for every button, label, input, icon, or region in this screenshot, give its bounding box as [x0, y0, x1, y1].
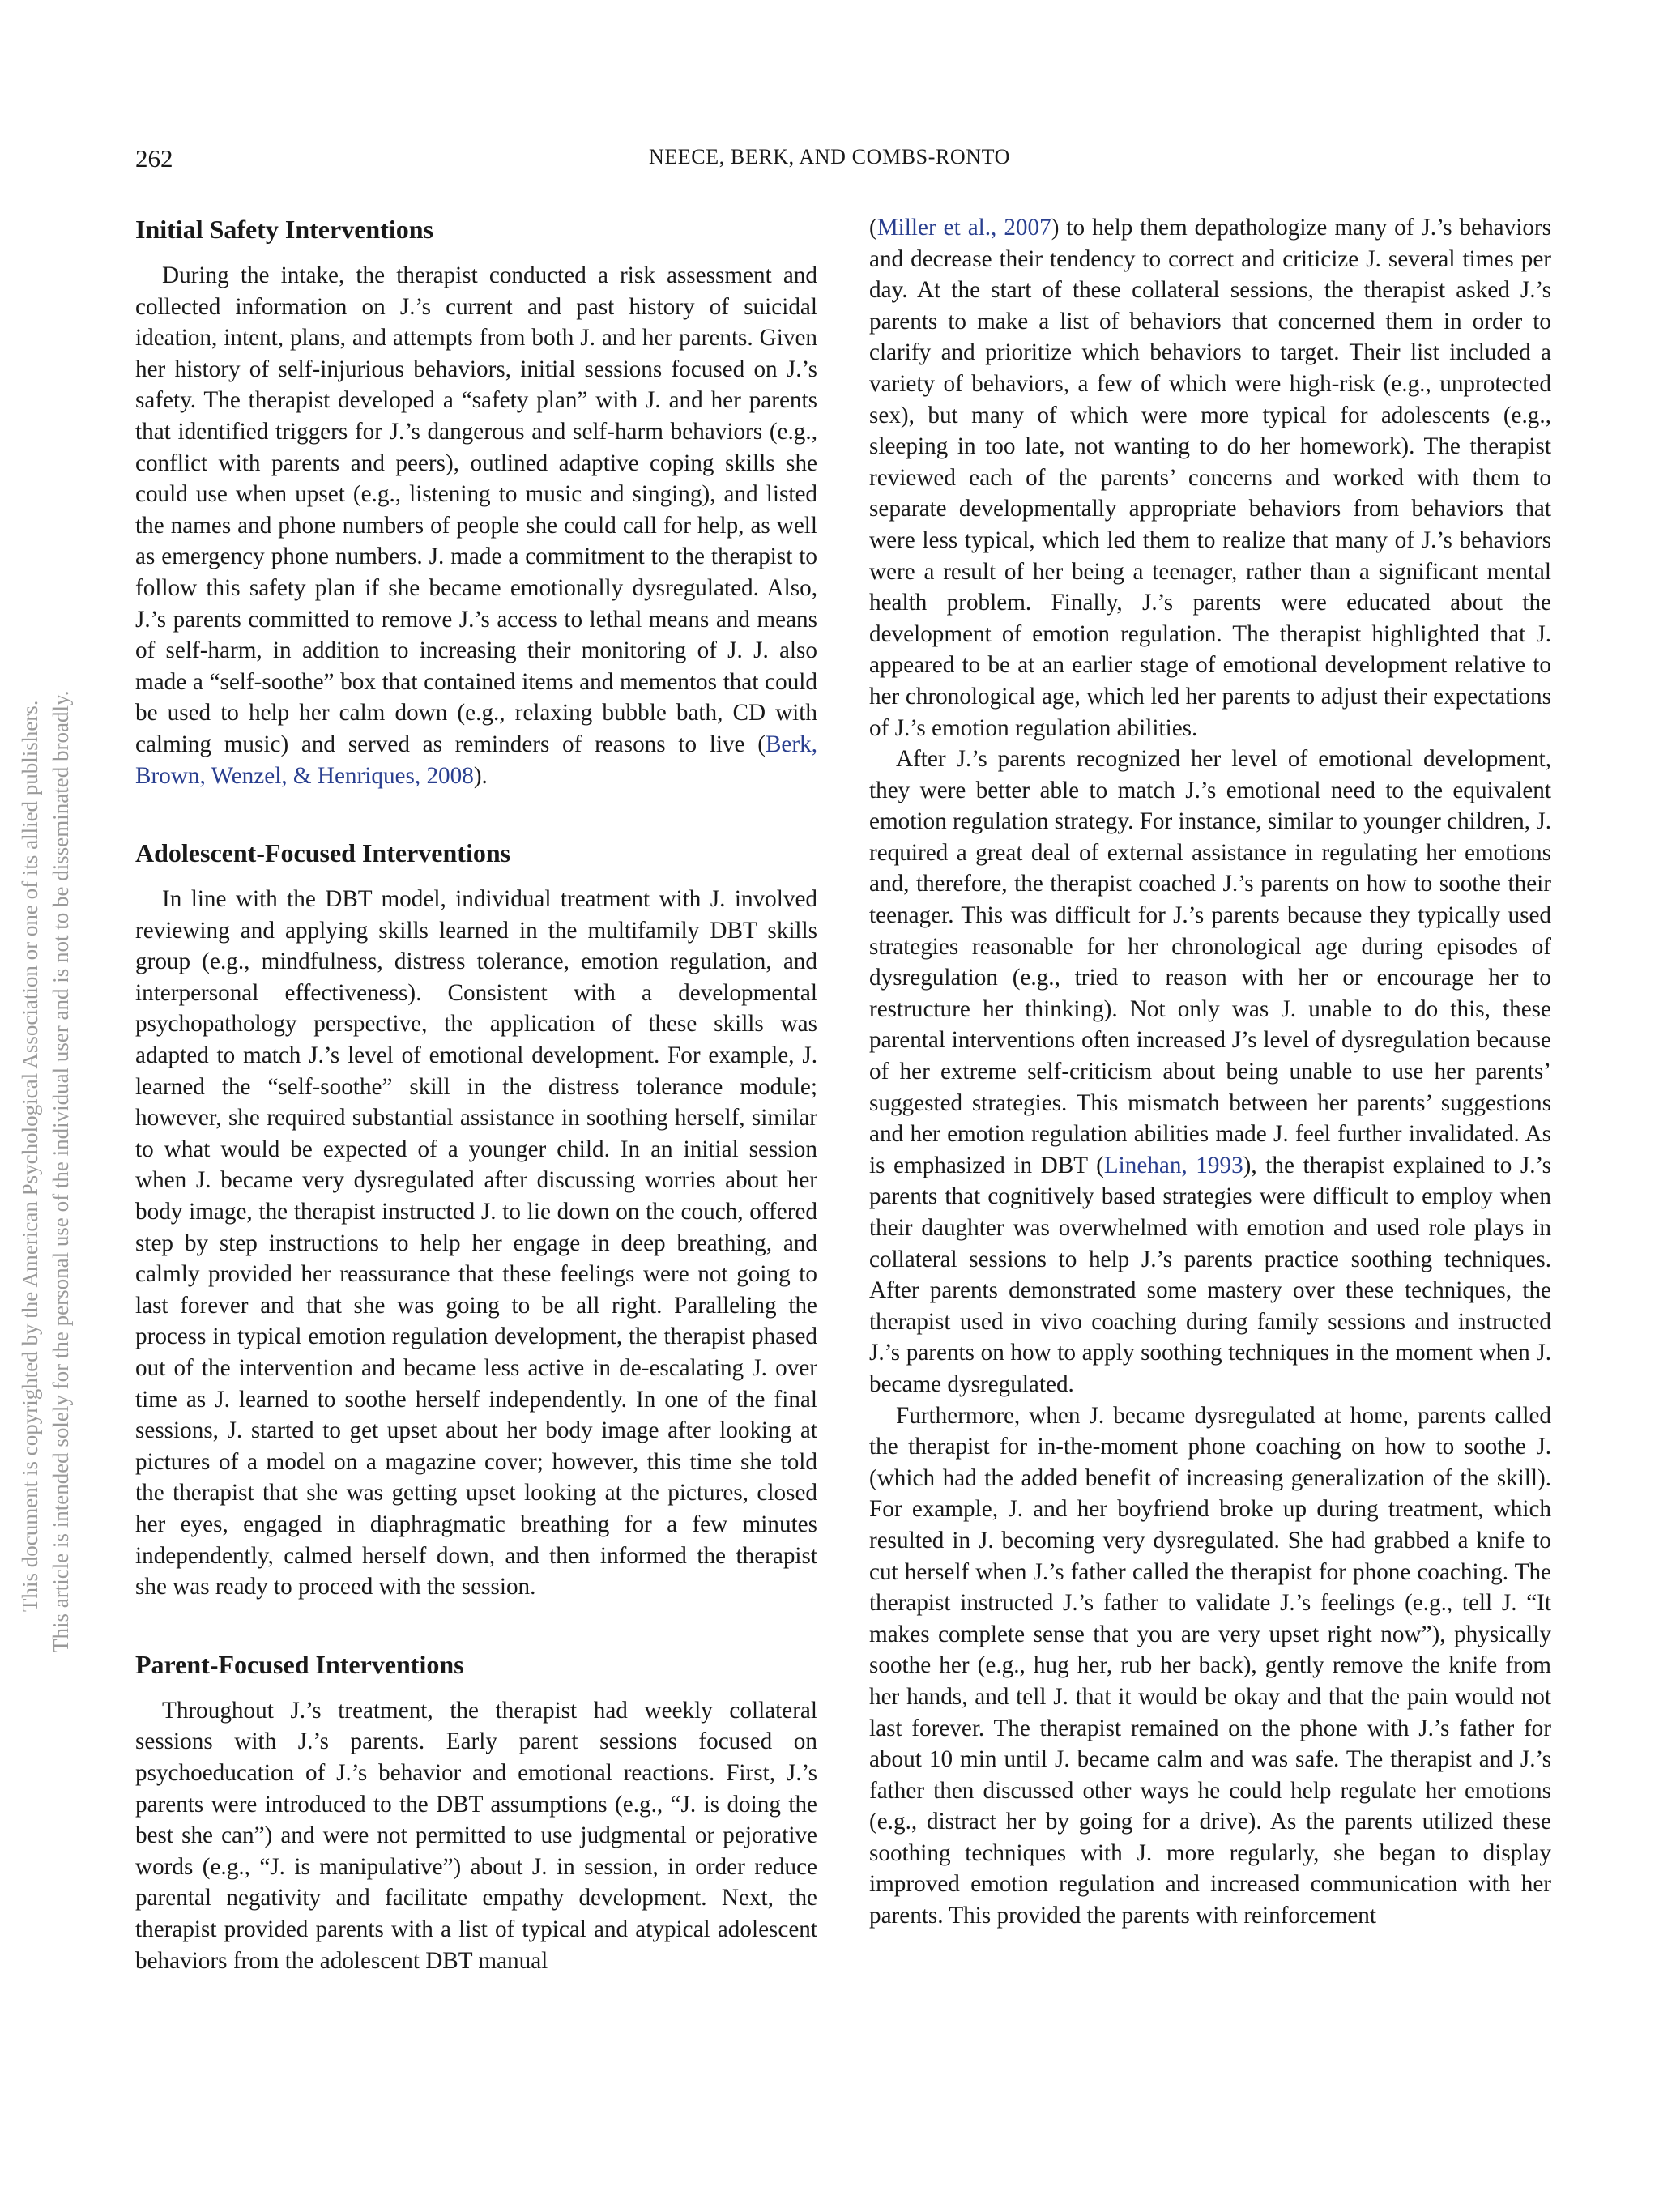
paragraph-text: During the intake, the therapist conducted a risk assessment and collected information on J.’s current and past history of suicidal ideation, intent, plans, and attempts from both J. and her parents. Given her history of self-injurious behaviors, initial sessions focused on J.’s safety. The therapist developed a “safety plan” with J. and her parents that identified triggers for J.’s dangerous and self-harm behaviors (e.g., conflict with parents and peers), outlined adaptive coping skills she could use when upset (e.g., listening to music and singing), and listed the names and phone numbers of people she could call for help, as well as emergency phone numbers. J. made a commitment to the therapist to follow this safety plan if she became emotionally dysregulated. Also, J.’s parents committed to remove J.’s access to lethal means and means of self-harm, in addition to increasing their monitoring of J. J. also made a “self-soothe” box that contained items and mementos that could be used to help her calm down (e.g., relaxing bubble bath, CD with calming music) and served as reminders of reasons to live (: [135, 262, 817, 757]
paragraph-parent-focused-continued: [869, 212, 1551, 744]
right-column: [869, 212, 1551, 1932]
paragraph-phone-coaching: Furthermore, when J. became dysregulated at home, parents called the therapist for in-the-moment phone coaching on how to soothe J. (which had the added benefit of increasing generalization of the skill). For example, J. and her boyfriend broke up during treatment, which resulted in J. becoming very dysregulated. She had grabbed a knife to cut herself when J.’s father called the therapist for phone coaching. The therapist instructed J.’s father to validate J.’s feelings (e.g., tell J. “It makes complete sense that you are very upset right now”), physically soothe her (e.g., hug her, rub her back), gently remove the knife from her hands, and tell J. that it would be okay and that the pain would not last forever. The therapist remained on the phone with J.’s father for about 10 min until J. became calm and was safe. The therapist and J.’s father then discussed other ways he could help regulate her emotions (e.g., distract her by going for a drive). As the parents utilized these soothing techniques with J. more regularly, she began to display improved emotion regulation and increased communication with her parents. This provided the parents with reinforcement: [869, 1402, 1551, 1929]
paragraph-text: ) to help them depathologize many of J.’s behaviors and decrease their tendency to correct and criticize J. several times per day. At the start of these collateral sessions, the therapist asked J.’s parents to make a list of behaviors that concerned them in order to clarify and prioritize which behaviors to target. Their list included a variety of behaviors, a few of which were high-risk (e.g., unprotected sex), but many of which were more typical for adolescents (e.g., sleeping in too late, not wanting to do her homework). The therapist reviewed each of the parents’ concerns and worked with them to separate developmentally appropriate behaviors from behaviors that were less typical, which led them to realize that many of J.’s behaviors were a result of her being a teenager, rather than a significant mental health problem. Finally, J.’s parents were educated about the development of emotion regulation. The therapist highlighted that J. appeared to be at an earlier stage of emotional development relative to her chronological age, which led her parents to adjust their expectations of J.’s emotion regulation abilities.: [869, 215, 1552, 741]
paragraph-initial-safety: [135, 260, 817, 791]
watermark-line-1: This document is copyrighted by the American Psychological Association or one of its allied publishers.: [18, 700, 42, 1612]
paragraph-text: ).: [473, 762, 488, 789]
citation-link-berk-2008[interactable]: Berk, Brown, Wenzel, & Henriques, 2008: [135, 731, 817, 789]
section-heading-adolescent-focused: Adolescent-Focused Interventions: [135, 838, 511, 868]
section-heading-initial-safety: Initial Safety Interventions: [135, 215, 433, 244]
citation-link-linehan-1993[interactable]: Linehan, 1993: [1103, 1152, 1243, 1178]
page-number: 262: [135, 144, 173, 173]
paragraph-emotional-development: [869, 744, 1551, 1400]
paragraph-text: After J.’s parents recognized her level of emotional development, they were better able to match J.’s emotional need to the equivalent emotion regulation strategy. For instance, similar to younger children, J. required a great deal of external assistance in regulating her emotions and, therefore, the therapist coached J.’s parents on how to soothe their teenager. This was difficult for J.’s parents because they typically used strategies reasonable for her chronological age during episodes of dysregulation (e.g., tried to reason with her or encourage her to restructure her thinking). Not only was J. unable to do this, these parental interventions often increased J’s level of dysregulation because of her extreme self-criticism about being unable to use her parents’ suggested strategies. This mismatch between her parents’ suggestions and her emotion regulation abilities made J. feel further invalidated. As is emphasized in DBT (: [869, 746, 1551, 1178]
left-column: [135, 212, 817, 1976]
citation-link-miller-2007[interactable]: Miller et al., 2007: [876, 215, 1051, 241]
running-head: NEECE, BERK, AND COMBS-RONTO: [648, 145, 1011, 168]
paragraph-adolescent-focused: In line with the DBT model, individual treatment with J. involved reviewing and applying skills learned in the multifamily DBT skills group (e.g., mindfulness, distress tolerance, emotion regulation, and interpersonal effectiveness). Consistent with a developmental psychopathology perspective, the application of these skills was adapted to match J.’s level of emotional development. For example, J. learned the “self-soothe” skill in the distress tolerance module; however, she required substantial assistance in soothing herself, similar to what would be expected of a younger child. In an initial session when J. became very dysregulated after discussing worries about her body image, the therapist instructed J. to lie down on the couch, offered step by step instructions to help her engage in deep breathing, and calmly provided her reassurance that these feelings were not going to last forever and that she was going to be all right. Paralleling the process in typical emotion regulation development, the therapist phased out of the intervention and became less active in de-escalating J. over time as J. learned to soothe herself independently. In one of the final sessions, J. started to get upset about her body image after looking at pictures of a model on a magazine cover; however, this time she told the therapist that she was getting upset looking at the pictures, closed her eyes, engaged in diaphragmatic breathing for a few minutes independently, calmed herself down, and then informed the therapist she was ready to proceed with the session.: [135, 886, 817, 1600]
watermark-line-2: This article is intended solely for the personal use of the individual user and is not to be disseminated broadly.: [49, 690, 73, 1652]
paragraph-text: ), the therapist explained to J.’s parents that cognitively based strategies were difficult to employ when their daughter was overwhelmed with emotion and used role plays in collateral sessions to help J.’s parents practice soothing techniques. After parents demonstrated some mastery over these techniques, the therapist used in vivo coaching during family sessions and instructed J.’s parents on how to apply soothing techniques in the moment when J. became dysregulated.: [869, 1152, 1551, 1397]
paragraph-text: (: [869, 215, 877, 241]
paragraph-parent-focused: Throughout J.’s treatment, the therapist had weekly collateral sessions with J.’s parents. Early parent sessions focused on psychoeducation of J.’s behavior and emotional reactions. First, J.’s parents were introduced to the DBT assumptions (e.g., “J. is doing the best she can”) and were not permitted to use judgmental or pejorative words (e.g., “J. is manipulative”) about J. in session, in order reduce parental negativity and facilitate empathy development. Next, the therapist provided parents with a list of typical and atypical adolescent behaviors from the adolescent DBT manual: [135, 1697, 817, 1974]
section-heading-parent-focused: Parent-Focused Interventions: [135, 1649, 464, 1679]
